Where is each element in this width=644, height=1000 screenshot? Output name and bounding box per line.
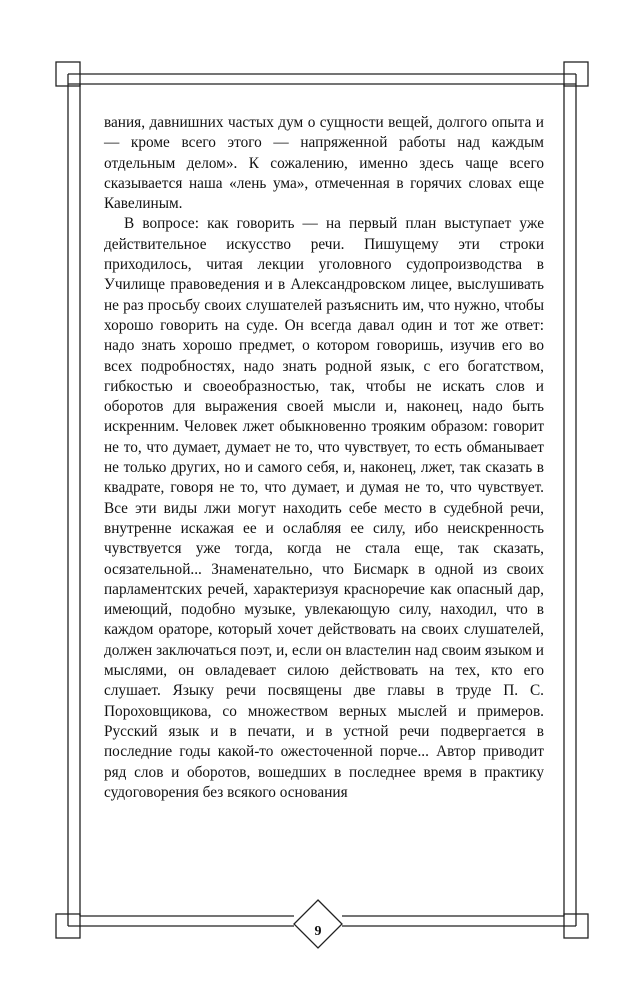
paragraph-how-to-speak: В вопросе: как говорить — на первый план выступает уже действительное искусство речи. Пишущему эти строки приходилось, читая лекции уголовного судопроизводства в Училище правоведения и в Александровском лицее, выслушивать не раз просьбу своих слушателей разъяснить им, что нужно, чтобы хорошо говорить на суде. Он всегда давал один и тот же ответ: надо знать хорошо предмет, о котором говоришь, изучив его во всех подробностях, надо знать родной язык, с его богатством, гибкостью и своеобразностью, так, чтобы не искать слов и оборотов для выражения своей мысли и, наконец, надо быть искренним. Человек лжет обыкновенно трояким образом: говорит не то, что думает, думает не то, что чувствует, то есть обманывает не только других, но и самого себя, и, наконец, лжет, так сказать в квадрате, говоря не то, что думает, и думая не то, что чувствует. Все эти виды лжи могут находить себе место в судебной речи, внутренне искажая ее и ослабляя ее силу, ибо неискренность чувствуется уже тогда, когда не стала еще, так сказать, осязательной... Знаменательно, что Бисмарк в одной из своих парламентских речей, характеризуя красноречие как опасный дар, имеющий, подобно музыке, увлекающую силу, находил, что в каждом ораторе, который хочет действовать на своих слушателей, должен заключаться поэт, и, если он властелин над своим языком и мыслями, он овладевает силою действовать на тех, кто его слушает. Языку речи посвящены две главы в труде П. С. Пороховщикова, со множеством верных мыслей и примеров. Русский язык и в печати, и в устной речи подвергается в последние годы какой-то ожесточенной порче... Автор приводит ряд слов и оборотов, вошедших в последнее время в практику судоговорения без всякого основания [104,215,544,801]
page-number: 9 [314,924,322,939]
paragraph-continuation: вания, давнишних частых дум о сущности вещей, долгого опыта и — кроме всего этого — напряженной работы над каждым отдельным делом». К сожалению, именно здесь чаще всего сказывается наша «лень ума», отмеченная в горячих словах еще Кавелиным. [104,114,544,213]
page-body-text [104,113,544,803]
